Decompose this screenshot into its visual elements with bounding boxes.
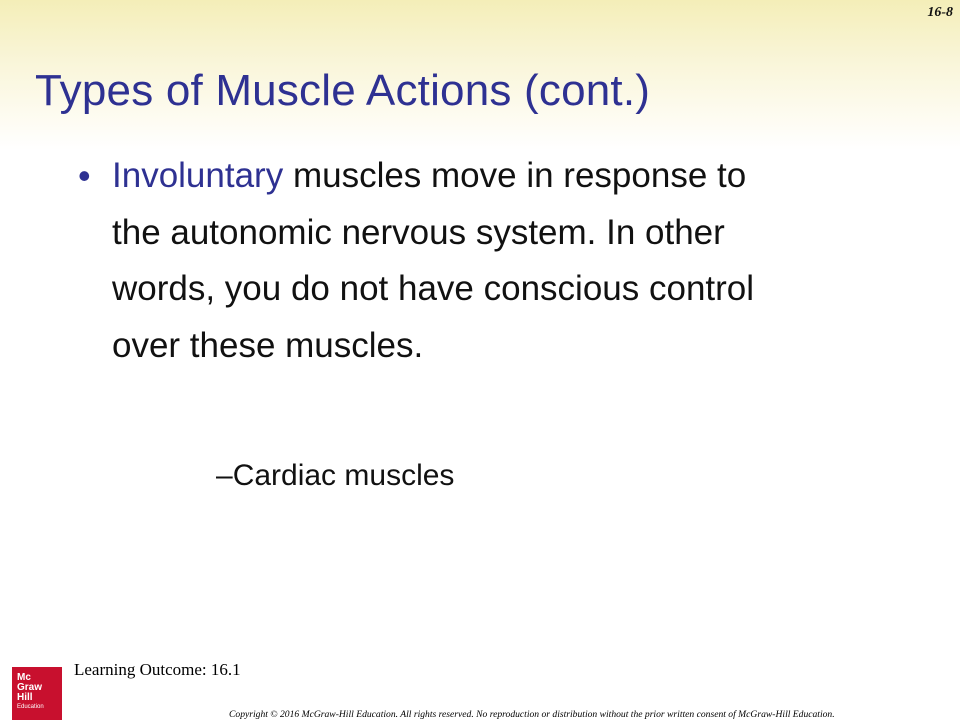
keyword-involuntary: Involuntary — [112, 156, 284, 195]
bullet-marker: • — [78, 155, 91, 196]
logo-text-education: Education — [17, 704, 44, 710]
bullet-paragraph — [112, 148, 802, 374]
slide-title: Types of Muscle Actions (cont.) — [35, 66, 651, 115]
logo-text-mc: Mc — [17, 672, 31, 683]
logo-text-hill: Hill — [17, 692, 33, 703]
bullet-item — [78, 148, 798, 374]
bullet-body-text: muscles move in response to the autonomic nervous system. In other words, you do not have conscious control over these muscles. — [112, 156, 755, 365]
copyright-notice: Copyright © 2016 McGraw-Hill Education. All rights reserved. No reproduction or distribution without the prior written consent of McGraw-Hill Education. — [229, 709, 835, 720]
sub-bullet-text: Cardiac muscles — [232, 459, 455, 492]
sub-bullet-dash: – — [216, 459, 233, 492]
logo-text-graw: Graw — [17, 682, 43, 693]
mcgraw-hill-logo — [12, 667, 62, 720]
learning-outcome: Learning Outcome: 16.1 — [74, 660, 241, 679]
slide-number: 16-8 — [927, 5, 953, 20]
sub-bullet-item — [216, 452, 454, 500]
